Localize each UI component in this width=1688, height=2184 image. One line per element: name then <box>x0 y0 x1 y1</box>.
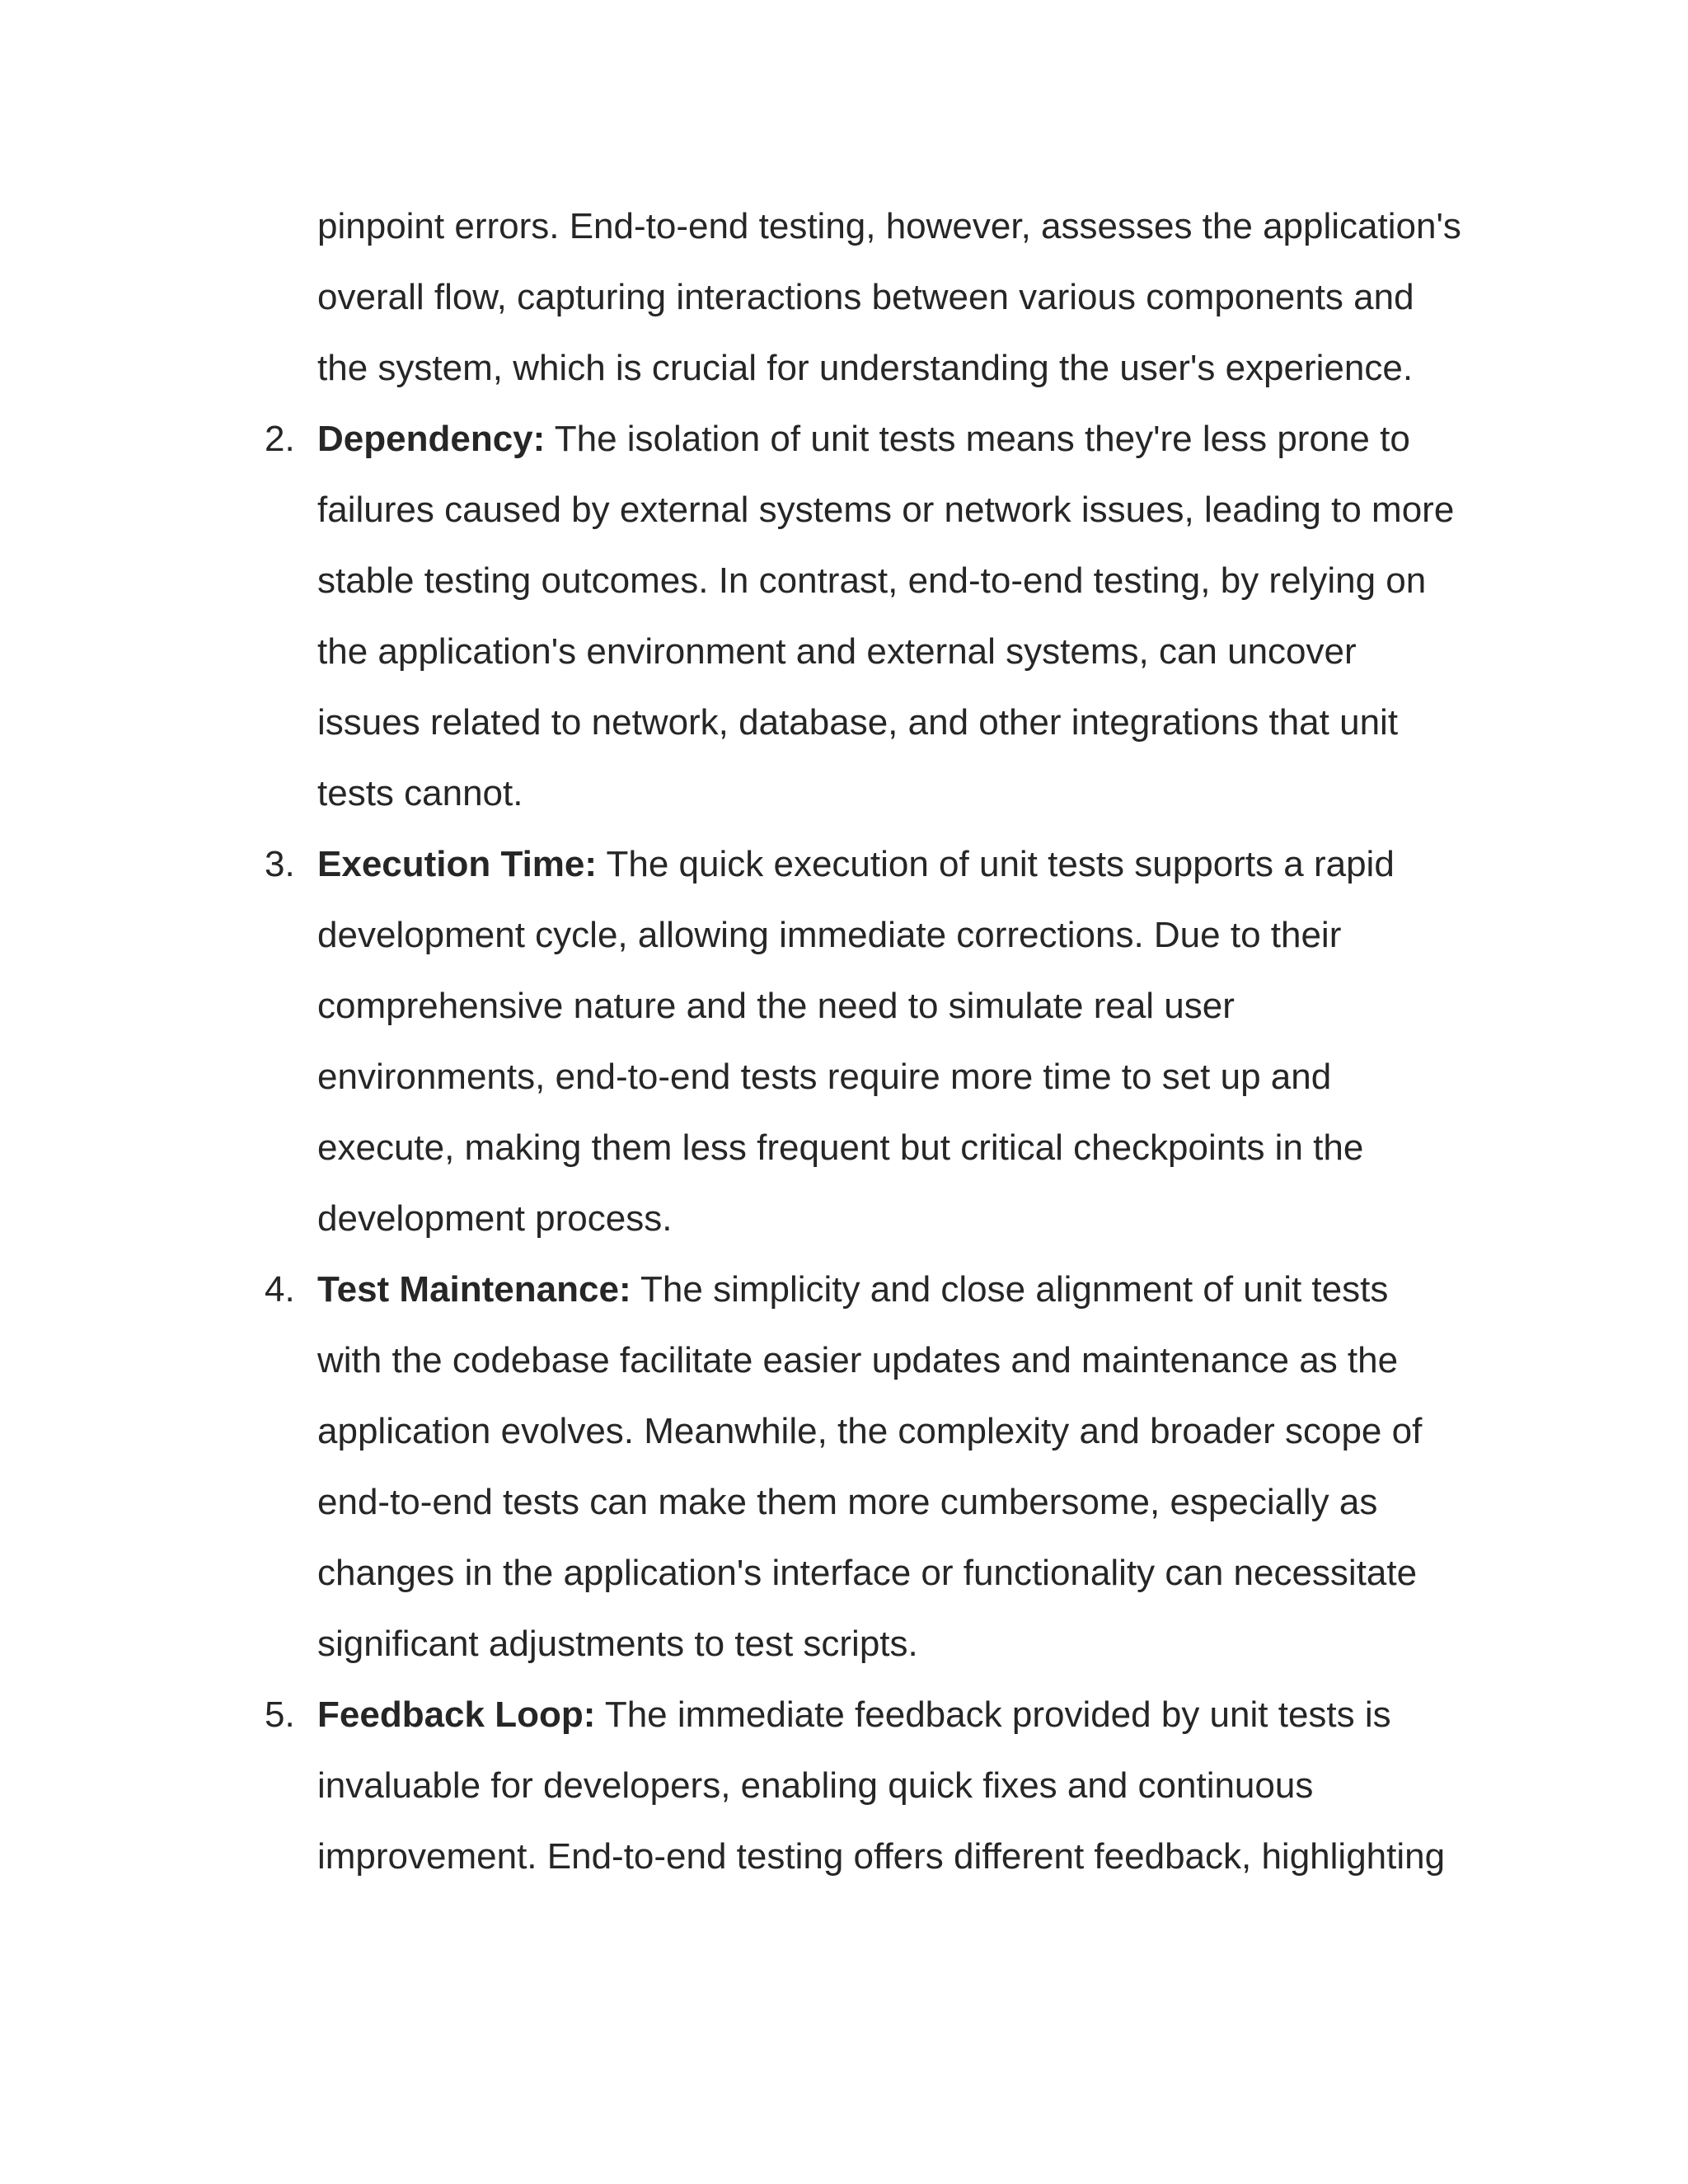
list-item-1-line: pinpoint errors. End-to-end testing, however, assesses the application's <box>317 206 1461 246</box>
list-item-line: comprehensive nature and the need to simulate real user <box>317 986 1235 1026</box>
list-item-line: the application's environment and external systems, can uncover <box>317 631 1357 672</box>
list-item-line: failures caused by external systems or network issues, leading to more <box>317 490 1455 530</box>
list-item-feedback-loop <box>265 1680 1488 1892</box>
numbered-list <box>265 191 1488 1892</box>
list-item-line: invaluable for developers, enabling quick fixes and continuous <box>317 1765 1314 1806</box>
list-item-first-line <box>265 404 1488 475</box>
list-item-line: with the codebase facilitate easier updates and maintenance as the <box>317 1340 1399 1380</box>
list-item-line: stable testing outcomes. In contrast, end-to-end testing, by relying on <box>317 560 1427 601</box>
list-item-line: end-to-end tests can make them more cumbersome, especially as <box>317 1482 1378 1522</box>
list-item-text: The immediate feedback provided by unit tests is <box>604 1694 1391 1735</box>
list-item-number: 5. <box>265 1694 295 1735</box>
list-item-first-line <box>265 1254 1488 1325</box>
list-item-number: 3. <box>265 844 295 884</box>
list-item-line: development cycle, allowing immediate corrections. Due to their <box>317 915 1342 955</box>
list-item-execution-time <box>265 829 1488 1254</box>
list-item-number: 4. <box>265 1269 295 1310</box>
list-item-text: The quick execution of unit tests supports a rapid <box>606 844 1395 884</box>
list-item-term: Dependency: <box>317 419 546 459</box>
list-item-1-line: overall flow, capturing interactions between various components and <box>317 277 1414 317</box>
list-item-line: development process. <box>317 1198 673 1239</box>
list-item-line: tests cannot. <box>317 773 523 813</box>
list-item-number: 2. <box>265 419 295 459</box>
list-item-term: Test Maintenance: <box>317 1269 631 1310</box>
list-item-line: improvement. End-to-end testing offers different feedback, highlighting <box>317 1836 1446 1877</box>
list-item-line: environments, end-to-end tests require more time to set up and <box>317 1057 1332 1097</box>
list-item-text: The isolation of unit tests means they're less prone to <box>554 419 1410 459</box>
list-item-test-maintenance <box>265 1254 1488 1680</box>
list-item-1-line: the system, which is crucial for understanding the user's experience. <box>317 348 1414 388</box>
list-item-line: application evolves. Meanwhile, the complexity and broader scope of <box>317 1411 1423 1451</box>
list-item-line: significant adjustments to test scripts. <box>317 1624 918 1664</box>
list-item-line: execute, making them less frequent but critical checkpoints in the <box>317 1127 1364 1168</box>
list-item-line: issues related to network, database, and other integrations that unit <box>317 702 1399 743</box>
list-item-first-line <box>265 1680 1488 1750</box>
list-item-line: changes in the application's interface or functionality can necessitate <box>317 1553 1418 1593</box>
list-item-term: Feedback Loop: <box>317 1694 596 1735</box>
list-item-dependency <box>265 404 1488 829</box>
list-item-first-line <box>265 829 1488 900</box>
list-item-text: The simplicity and close alignment of unit tests <box>640 1269 1389 1310</box>
list-item-term: Execution Time: <box>317 844 598 884</box>
